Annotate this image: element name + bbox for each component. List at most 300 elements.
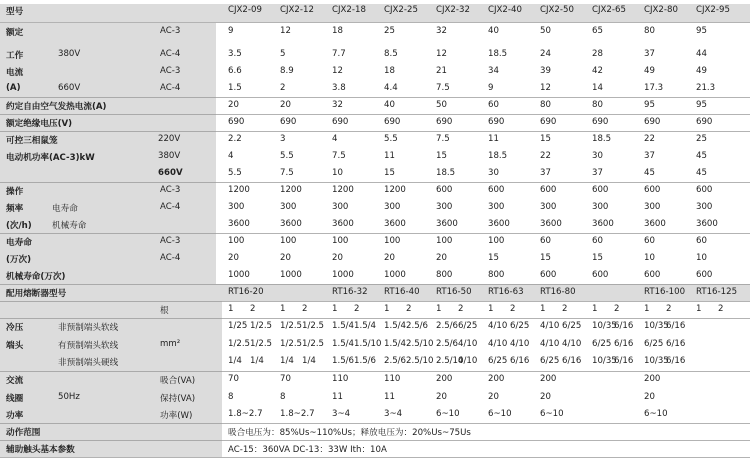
- row-value: 1: [488, 304, 494, 314]
- row-value: 1/4: [302, 356, 316, 366]
- row-value: 1000: [384, 270, 406, 280]
- row-value: 600: [644, 270, 661, 280]
- row-value: 22: [644, 134, 655, 144]
- row-value: 1: [644, 304, 650, 314]
- row-value: AC-3: [160, 26, 181, 36]
- row-label: 电流: [6, 68, 24, 78]
- row-value: 300: [280, 202, 297, 212]
- row-value: 1.5/4: [384, 321, 407, 331]
- row-label: 非预制端头硬线: [58, 358, 119, 368]
- row-value: RT16-32: [332, 287, 368, 297]
- row-value: 30: [488, 168, 499, 178]
- row-value: 1/2.5: [280, 339, 303, 349]
- row-value: 1: [332, 304, 338, 314]
- row-value: 4.4: [384, 83, 398, 93]
- row-value: 300: [592, 202, 609, 212]
- row-value: 1.8~2.7: [228, 409, 263, 419]
- header-model: CJX2-32: [436, 5, 470, 15]
- header-model: CJX2-12: [280, 5, 314, 15]
- row-value: 12: [332, 66, 343, 76]
- row-label: 配用熔断器型号: [6, 289, 67, 299]
- row-value: 20: [644, 392, 655, 402]
- row-label: (A): [6, 83, 21, 93]
- row-value: 6/16: [614, 321, 634, 331]
- row-value: 100: [384, 236, 401, 246]
- row-value: 吸合(VA): [160, 376, 196, 386]
- row-value: 15: [540, 253, 551, 263]
- row-value: 机械寿命: [52, 221, 87, 231]
- row-value: 690: [644, 117, 661, 127]
- row-value: 220V: [158, 134, 181, 144]
- row-value: 2: [458, 304, 464, 314]
- row-value: 1/25: [228, 321, 248, 331]
- row-value: 9: [488, 83, 494, 93]
- row-value: 4/10: [488, 321, 508, 331]
- row-value: 5: [280, 49, 286, 59]
- row-label: 机械寿命(万次): [6, 272, 66, 282]
- row-value: 110: [384, 374, 401, 384]
- row-value: 18.5: [436, 168, 456, 178]
- row-value: 6.6: [228, 66, 242, 76]
- row-value: 1200: [384, 185, 406, 195]
- row-value: 80: [644, 26, 655, 36]
- row-value: 1/4: [228, 356, 242, 366]
- row-value: 1/2.5: [280, 321, 303, 331]
- row-label: 辅助触头基本参数: [6, 445, 75, 455]
- row-value: 70: [280, 374, 291, 384]
- row-value: 8: [280, 392, 286, 402]
- row-value: 20: [384, 253, 395, 263]
- row-value: 18.5: [488, 151, 508, 161]
- row-label: 线圈: [6, 394, 24, 404]
- row-value: 4/10: [562, 339, 582, 349]
- row-value: 50: [436, 100, 447, 110]
- row-value: 300: [644, 202, 661, 212]
- row-value: 6/25: [540, 356, 560, 366]
- row-value: 600: [696, 270, 713, 280]
- row-value: 600: [488, 185, 505, 195]
- row-value: 800: [488, 270, 505, 280]
- row-value: 1.5/4: [354, 321, 377, 331]
- row-value: 45: [644, 168, 655, 178]
- row-value: 15: [540, 134, 551, 144]
- row-value: 600: [696, 185, 713, 195]
- row-value: 4: [332, 134, 338, 144]
- row-value: 39: [540, 66, 551, 76]
- row-value: 22: [540, 151, 551, 161]
- row-value: 95: [696, 26, 707, 36]
- row-value: 300: [332, 202, 349, 212]
- row-value: 660V: [58, 83, 81, 93]
- row-value: 20: [540, 392, 551, 402]
- row-value: 600: [540, 185, 557, 195]
- row-value: 2.5/10: [406, 356, 434, 366]
- header-model: CJX2-18: [332, 5, 366, 15]
- row-label: 动作范围: [6, 428, 41, 438]
- row-value: 49: [644, 66, 655, 76]
- row-value: 15: [488, 253, 499, 263]
- row-value: 300: [384, 202, 401, 212]
- row-value: 21: [436, 66, 447, 76]
- row-value: 12: [280, 26, 291, 36]
- row-value: 18.5: [592, 134, 612, 144]
- row-value: 40: [488, 26, 499, 36]
- row-value: 2.5/6: [436, 321, 459, 331]
- row-value: 1.8~2.7: [280, 409, 315, 419]
- row-value: 3600: [384, 219, 406, 229]
- row-label: 工作: [6, 51, 24, 61]
- row-value: 3600: [696, 219, 718, 229]
- row-value: 10/35: [644, 321, 669, 331]
- row-value: 4/10: [510, 339, 530, 349]
- row-value: 95: [696, 100, 707, 110]
- row-value: 25: [696, 134, 707, 144]
- row-value: 2.5/6: [406, 321, 429, 331]
- row-value: 6~10: [488, 409, 512, 419]
- header-model: CJX2-50: [540, 5, 574, 15]
- row-value: 6/16: [666, 321, 686, 331]
- header-label: 型号: [6, 7, 24, 17]
- row-value: 80: [592, 100, 603, 110]
- row-value: 6/25: [562, 321, 582, 331]
- row-value: 2.2: [228, 134, 242, 144]
- row-value: 1200: [280, 185, 302, 195]
- row-value: 1: [384, 304, 390, 314]
- row-value: 9: [228, 26, 234, 36]
- row-value: 8.9: [280, 66, 294, 76]
- row-value: 10/35: [592, 356, 617, 366]
- row-value: 3.5: [228, 49, 242, 59]
- row-value: 50: [540, 26, 551, 36]
- row-value: AC-4: [160, 49, 181, 59]
- row-value: 95: [644, 100, 655, 110]
- row-value: 12: [436, 49, 447, 59]
- row-value: AC-3: [160, 236, 181, 246]
- row-value: 6/25: [510, 321, 530, 331]
- row-value: 30: [592, 151, 603, 161]
- row-value: 2: [666, 304, 672, 314]
- row-value: 2: [354, 304, 360, 314]
- row-value: 7.5: [332, 151, 346, 161]
- row-value: 1: [592, 304, 598, 314]
- row-value: 690: [280, 117, 297, 127]
- row-value: 24: [540, 49, 551, 59]
- row-value: 1/4: [280, 356, 294, 366]
- row-label: 电动机功率(AC-3)kW: [6, 153, 95, 163]
- row-value: 34: [488, 66, 499, 76]
- row-value: 300: [436, 202, 453, 212]
- row-value: 7.7: [332, 49, 346, 59]
- header-model: CJX2-65: [592, 5, 626, 15]
- row-value: 45: [696, 151, 707, 161]
- row-value: AC-4: [160, 253, 181, 263]
- row-value: 10: [644, 253, 655, 263]
- row-value: 3600: [280, 219, 302, 229]
- row-value: 6~10: [540, 409, 564, 419]
- row-value: 100: [436, 236, 453, 246]
- row-value: RT16-63: [488, 287, 524, 297]
- row-value: 2: [510, 304, 516, 314]
- row-value: 1/2.5: [302, 339, 325, 349]
- row-value: 1.5/4: [332, 321, 355, 331]
- row-value: 44: [696, 49, 707, 59]
- row-value: 100: [228, 236, 245, 246]
- row-value: 60: [644, 236, 655, 246]
- row-value: 690: [488, 117, 505, 127]
- row-value: 2.5/6: [436, 339, 459, 349]
- row-value: 690: [540, 117, 557, 127]
- row-value: 3~4: [384, 409, 403, 419]
- row-value: 18.5: [488, 49, 508, 59]
- row-value: 6/16: [510, 356, 530, 366]
- row-value: 3600: [644, 219, 666, 229]
- row-value: 1/2.5: [250, 339, 273, 349]
- row-value: 非预制端头软线: [58, 323, 119, 333]
- row-value: 60: [592, 236, 603, 246]
- row-value: 6/16: [614, 339, 634, 349]
- row-value: 1/2.5: [250, 321, 273, 331]
- row-value: 690: [592, 117, 609, 127]
- row-value: 有预制端头软线: [58, 341, 119, 351]
- row-label: 可控三相鼠笼: [6, 136, 58, 146]
- row-value: 42: [592, 66, 603, 76]
- row-value: 18: [332, 26, 343, 36]
- row-value: 14: [592, 83, 603, 93]
- row-label: 端头: [6, 341, 24, 351]
- row-value: 1.5/4: [332, 339, 355, 349]
- row-value: 50Hz: [58, 392, 80, 402]
- row-value: 7.5: [436, 83, 450, 93]
- header-model: CJX2-25: [384, 5, 418, 15]
- row-value: 25: [384, 26, 395, 36]
- row-value: RT16-50: [436, 287, 472, 297]
- row-value: 3600: [592, 219, 614, 229]
- row-value: RT16-125: [696, 287, 738, 297]
- row-value: 3600: [488, 219, 510, 229]
- row-value: 200: [436, 374, 453, 384]
- row-value: 1200: [332, 185, 354, 195]
- row-value: 100: [332, 236, 349, 246]
- row-value: 32: [332, 100, 343, 110]
- row-value: 1: [228, 304, 234, 314]
- row-label: 电寿命: [6, 238, 32, 248]
- row-value: 2: [614, 304, 620, 314]
- row-value: 70: [228, 374, 239, 384]
- row-value: 2: [250, 304, 256, 314]
- row-value: 20: [280, 100, 291, 110]
- row-value: 49: [696, 66, 707, 76]
- row-label: (次/h): [6, 221, 32, 231]
- row-value: 380V: [158, 151, 181, 161]
- row-value: 电寿命: [52, 204, 78, 214]
- header-model: CJX2-95: [696, 5, 730, 15]
- row-value: AC-15：360VA DC-13：33W Ith：10A: [228, 445, 387, 455]
- row-value: 690: [332, 117, 349, 127]
- row-value: 600: [592, 270, 609, 280]
- row-value: 10: [696, 253, 707, 263]
- row-value: 28: [592, 49, 603, 59]
- row-value: 3: [280, 134, 286, 144]
- row-value: 2: [302, 304, 308, 314]
- row-label: 交流: [6, 376, 24, 386]
- row-value: AC-3: [160, 66, 181, 76]
- row-value: 1/2.5: [302, 321, 325, 331]
- row-value: 2.5/10: [406, 339, 434, 349]
- row-value: 3.8: [332, 83, 346, 93]
- row-value: 3600: [540, 219, 562, 229]
- row-value: 1000: [332, 270, 354, 280]
- row-value: 2.5/10: [436, 356, 464, 366]
- row-value: 5.5: [228, 168, 242, 178]
- row-value: 32: [436, 26, 447, 36]
- row-value: 300: [488, 202, 505, 212]
- row-value: 600: [540, 270, 557, 280]
- row-value: 60: [488, 100, 499, 110]
- row-value: 7.5: [280, 168, 294, 178]
- row-value: 15: [436, 151, 447, 161]
- row-label: (万次): [6, 255, 32, 265]
- row-value: AC-4: [160, 83, 181, 93]
- row-value: 5.5: [280, 151, 294, 161]
- row-value: 1.5: [228, 83, 242, 93]
- row-value: 6/25: [458, 321, 478, 331]
- row-value: 1.5/4: [384, 339, 407, 349]
- row-label: 额定: [6, 28, 24, 38]
- row-value: 8: [228, 392, 234, 402]
- row-value: 18: [384, 66, 395, 76]
- row-value: 37: [644, 151, 655, 161]
- row-value: 100: [488, 236, 505, 246]
- row-value: 600: [436, 185, 453, 195]
- row-value: 690: [696, 117, 713, 127]
- row-value: 10: [332, 168, 343, 178]
- row-value: 6~10: [436, 409, 460, 419]
- row-value: 40: [384, 100, 395, 110]
- row-value: 功率(W): [160, 411, 193, 421]
- row-value: 20: [488, 392, 499, 402]
- row-value: 4/10: [458, 339, 478, 349]
- row-value: 12: [540, 83, 551, 93]
- row-value: 15: [592, 253, 603, 263]
- row-label: 额定绝缘电压(V): [6, 119, 73, 129]
- row-value: 110: [332, 374, 349, 384]
- row-value: 1.5/6: [354, 356, 377, 366]
- row-value: 690: [436, 117, 453, 127]
- row-value: 690: [384, 117, 401, 127]
- row-value: RT16-80: [540, 287, 576, 297]
- row-value: 6/25: [592, 339, 612, 349]
- row-value: 80: [540, 100, 551, 110]
- row-value: 60: [696, 236, 707, 246]
- row-value: 6/16: [666, 339, 686, 349]
- row-value: 17.3: [644, 83, 664, 93]
- row-value: 10/35: [644, 356, 669, 366]
- row-value: 1.5/10: [354, 339, 382, 349]
- row-value: 300: [228, 202, 245, 212]
- row-value: 1: [436, 304, 442, 314]
- row-value: 6~10: [644, 409, 668, 419]
- row-value: 20: [228, 100, 239, 110]
- row-value: 11: [384, 392, 395, 402]
- row-label: 功率: [6, 411, 24, 421]
- header-model: CJX2-80: [644, 5, 678, 15]
- row-value: 4/10: [540, 339, 560, 349]
- row-value: 380V: [58, 49, 81, 59]
- row-value: 吸合电压为：85%Us~110%Us；释放电压为：20%Us~75Us: [228, 428, 471, 438]
- row-value: 6/16: [562, 356, 582, 366]
- header-model: CJX2-40: [488, 5, 522, 15]
- row-value: 1000: [228, 270, 250, 280]
- row-value: 1.5/6: [332, 356, 355, 366]
- row-value: 11: [332, 392, 343, 402]
- row-value: RT16-100: [644, 287, 686, 297]
- row-value: mm²: [160, 339, 181, 349]
- row-value: 200: [540, 374, 557, 384]
- row-value: 2.5/6: [384, 356, 407, 366]
- row-value: 21.3: [696, 83, 716, 93]
- header-model: CJX2-09: [228, 5, 262, 15]
- row-value: 6/16: [614, 356, 634, 366]
- row-value: AC-3: [160, 185, 181, 195]
- row-value: 1200: [228, 185, 250, 195]
- row-value: 100: [280, 236, 297, 246]
- row-value: 690: [228, 117, 245, 127]
- row-value: 8.5: [384, 49, 398, 59]
- row-value: 1: [696, 304, 702, 314]
- row-value: 20: [436, 253, 447, 263]
- row-value: 200: [488, 374, 505, 384]
- row-value: 37: [592, 168, 603, 178]
- row-value: 15: [384, 168, 395, 178]
- row-value: 4/10: [488, 339, 508, 349]
- row-value: 3600: [332, 219, 354, 229]
- row-value: 2: [406, 304, 412, 314]
- row-value: 4/10: [540, 321, 560, 331]
- row-value: 6/25: [644, 339, 664, 349]
- row-value: 4: [228, 151, 234, 161]
- row-value: 10/35: [592, 321, 617, 331]
- row-label: 冷压: [6, 323, 24, 333]
- row-value: 65: [592, 26, 603, 36]
- row-value: 37: [644, 49, 655, 59]
- row-value: 200: [644, 374, 661, 384]
- row-value: 7.5: [436, 134, 450, 144]
- row-label: 操作: [6, 187, 24, 197]
- row-value: 600: [592, 185, 609, 195]
- row-value: 3600: [228, 219, 250, 229]
- row-value: 20: [332, 253, 343, 263]
- row-value: 1000: [280, 270, 302, 280]
- row-label: 约定自由空气发热电流(A): [6, 102, 107, 112]
- row-value: 5.5: [384, 134, 398, 144]
- row-value: 20: [280, 253, 291, 263]
- row-value: 800: [436, 270, 453, 280]
- row-value: 11: [384, 151, 395, 161]
- row-value: RT16-20: [228, 287, 264, 297]
- row-value: 1: [280, 304, 286, 314]
- row-value: 1/2.5: [228, 339, 251, 349]
- row-value: 37: [540, 168, 551, 178]
- row-value: 600: [644, 185, 661, 195]
- row-value: 3600: [436, 219, 458, 229]
- row-value: 60: [540, 236, 551, 246]
- row-value: 11: [488, 134, 499, 144]
- row-value: 保持(VA): [160, 394, 196, 404]
- row-value: RT16-40: [384, 287, 420, 297]
- row-value: 300: [540, 202, 557, 212]
- row-value: 6/16: [666, 356, 686, 366]
- row-label: 根: [160, 306, 169, 316]
